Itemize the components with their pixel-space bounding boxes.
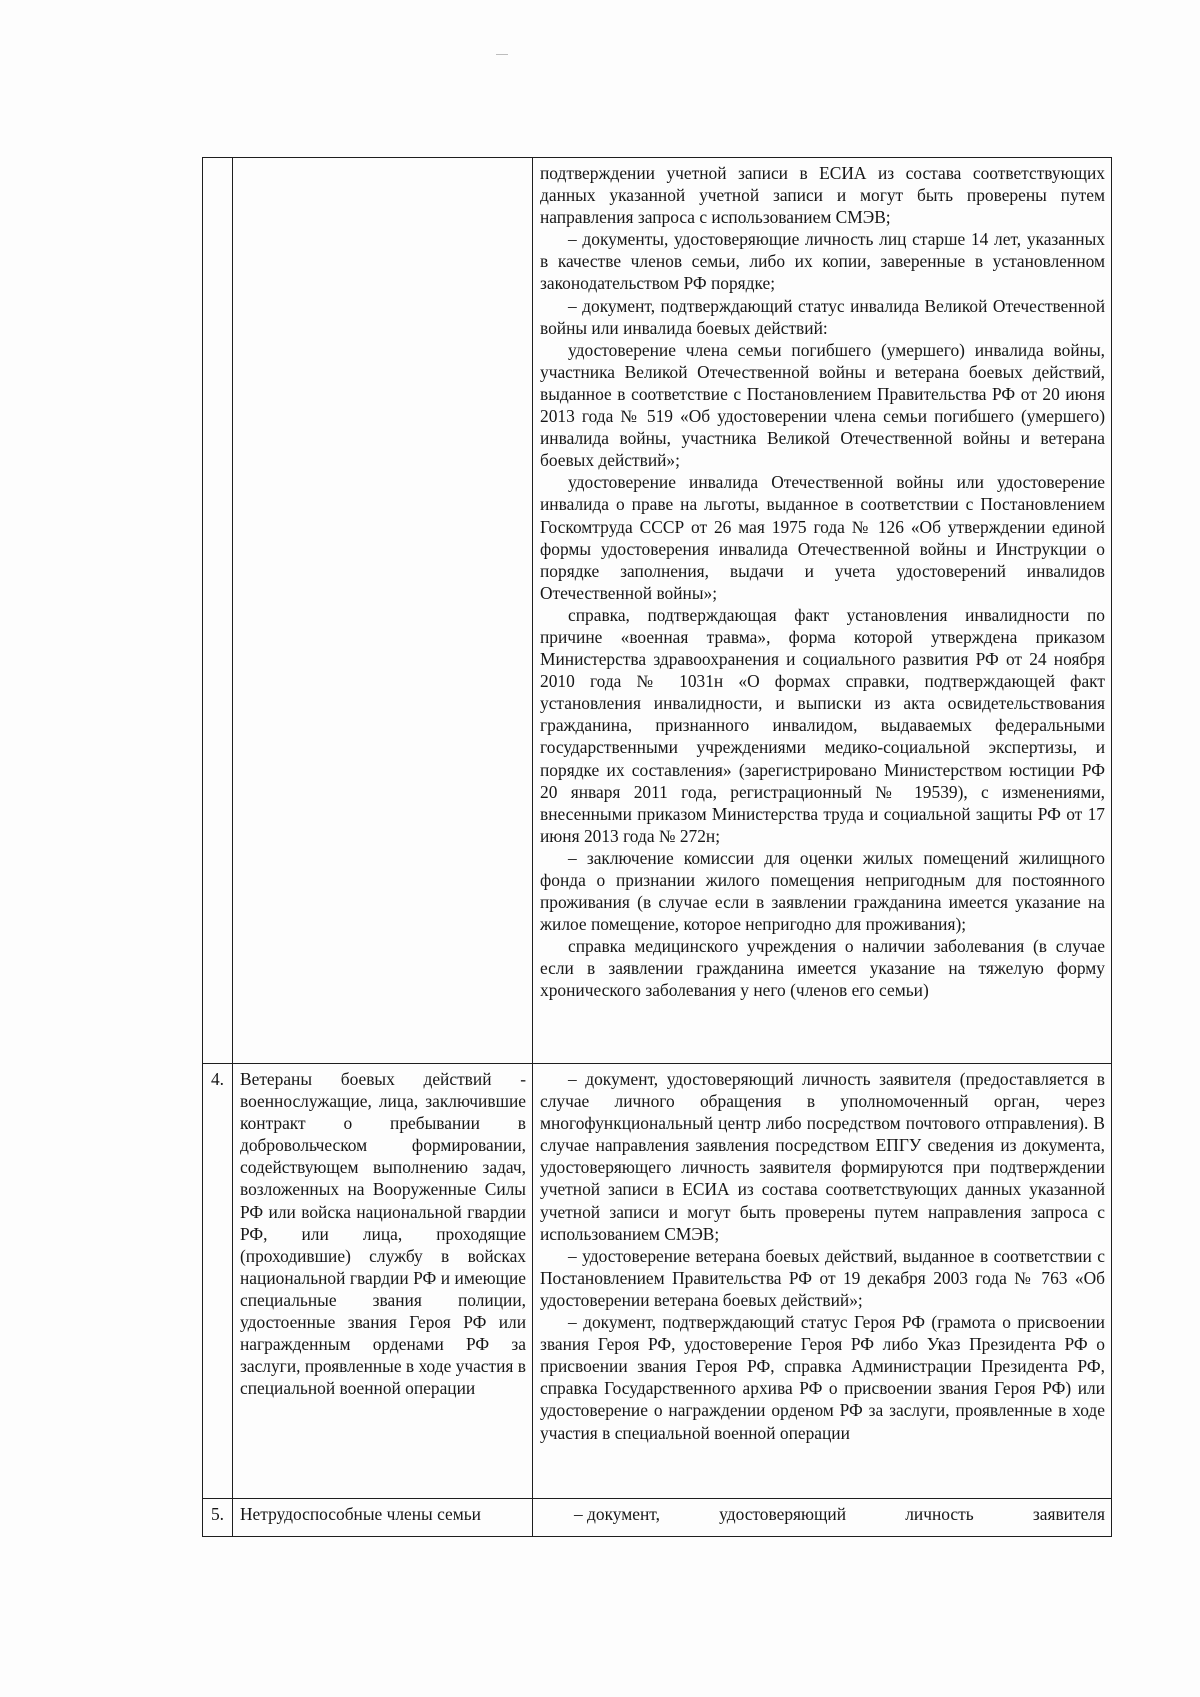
documents-table bbox=[202, 157, 1112, 1537]
scan-mark bbox=[496, 54, 508, 55]
category-cell bbox=[233, 1499, 533, 1537]
document-paragraph: – удостоверение ветерана боевых действий, выданное в соответствии с Постановлением Правительства РФ от 19 декабря 2003 года № 763 «Об удостоверении ветерана боевых действий»; bbox=[540, 1245, 1105, 1310]
document-word: личность bbox=[905, 1504, 974, 1524]
category-cell bbox=[233, 1064, 533, 1499]
document-word: – документ, bbox=[574, 1504, 660, 1524]
document-paragraph: – документ, удостоверяющий личность заявителя (предоставляется в случае личного обращения в уполномоченный орган, через многофункциональный центр либо посредством почтового отправления). В случае направления заявления посредством ЕПГУ сведения из документа, удостоверяющего личность заявителя формируются при подтверждении учетной записи в ЕСИА из состава соответствующих данных указанной учетной записи и могут быть проверены путем направления запроса с использованием СМЭВ; bbox=[540, 1069, 1105, 1244]
category-cell bbox=[233, 158, 533, 1064]
documents-cell bbox=[533, 158, 1112, 1064]
document-paragraph: – заключение комиссии для оценки жилых помещений жилищного фонда о признании жилого помещения непригодным для постоянного проживания (в случае если в заявлении гражданина имеется указание на жилое помещение, которое непригодно для проживания); bbox=[540, 847, 1105, 935]
documents-cell bbox=[533, 1499, 1112, 1537]
document-paragraph: удостоверение инвалида Отечественной войны или удостоверение инвалида о праве на льготы, выданное в соответствии с Постановлением Госкомтруда СССР от 26 мая 1975 года № 126 «Об утверждении единой формы удостоверения инвалида Отечественной войны и Инструкции о порядке заполнения, выдачи и учета удостоверений инвалидов Отечественной войны»; bbox=[540, 472, 1105, 603]
document-paragraph: – документ, подтверждающий статус Героя РФ (грамота о присвоении звания Героя РФ, удостоверение Героя РФ либо Указ Президента РФ о присвоении звания Героя РФ, справка Администрации Президента РФ, справка Государственного архива РФ о присвоении звания Героя РФ) или удостоверение о награждении орденом РФ за заслуги, проявленные в ходе участия в специальной военной операции bbox=[540, 1312, 1105, 1443]
row-number-cell: 5. bbox=[203, 1499, 233, 1537]
document-paragraph: удостоверение члена семьи погибшего (умершего) инвалида войны, участника Великой Отечественной войны и ветерана боевых действий, выданное в соответствие с Постановлением Правительства РФ от 20 июня 2013 года № 519 «Об удостоверении члена семьи погибшего (умершего) инвалида войны, участника Великой Отечественной войны и ветерана боевых действий»; bbox=[540, 339, 1105, 471]
row-number-cell: 4. bbox=[203, 1064, 233, 1499]
document-paragraph: справка медицинского учреждения о наличии заболевания (в случае если в заявлении гражданина имеется указание на тяжелую форму хронического заболевания у него (членов его семьи) bbox=[540, 936, 1105, 1001]
document-word: заявителя bbox=[1032, 1504, 1105, 1524]
document-word: удостоверяющий bbox=[719, 1504, 847, 1524]
table-row-continued bbox=[203, 158, 1112, 1064]
row-number-cell bbox=[203, 158, 233, 1064]
document-line bbox=[540, 1503, 1105, 1525]
table-row-4 bbox=[203, 1064, 1112, 1499]
category-text: Ветераны боевых действий - военнослужащие, лица, заключившие контракт о пребывании в добровольческом формировании, содействующем выполнению задач, возложенных на Вооруженные Силы РФ или войска национальной гвардии РФ, или лица, проходящие (проходившие) службу в войсках национальной гвардии РФ и имеющие специальные звания полиции, удостоенные звания Героя РФ или награжденным орденами РФ за заслуги, проявленные в ходе участия в специальной военной операции bbox=[240, 1069, 526, 1399]
table-row-5 bbox=[203, 1499, 1112, 1537]
document-paragraph: – документ, подтверждающий статус инвалида Великой Отечественной войны или инвалида боевых действий: bbox=[540, 295, 1105, 338]
document-paragraph: подтверждении учетной записи в ЕСИА из состава соответствующих данных указанной учетной записи и могут быть проверены путем направления запроса с использованием СМЭВ; bbox=[540, 163, 1105, 228]
documents-cell bbox=[533, 1064, 1112, 1499]
document-paragraph: справка, подтверждающая факт установления инвалидности по причине «военная травма», форма которой утверждена приказом Министерства здравоохранения и социального развития РФ от 24 ноября 2010 года № 1031н «О формах справки, подтверждающей факт установления инвалидности, и выписки из акта освидетельствования гражданина, признанного инвалидом, выдаваемых федеральными государственными учреждениями медико-социальной экспертизы, и порядке их составления» (зарегистрировано Министерством юстиции РФ 20 января 2011 года, регистрационный № 19539), с изменениями, внесенными приказом Министерства труда и социальной защиты РФ от 17 июня 2013 года № 272н; bbox=[540, 604, 1105, 846]
document-paragraph: – документы, удостоверяющие личность лиц старше 14 лет, указанных в качестве членов семьи, либо их копии, заверенные в установленном законодательством РФ порядке; bbox=[540, 229, 1105, 294]
category-text: Нетрудоспособные члены семьи bbox=[240, 1504, 481, 1524]
